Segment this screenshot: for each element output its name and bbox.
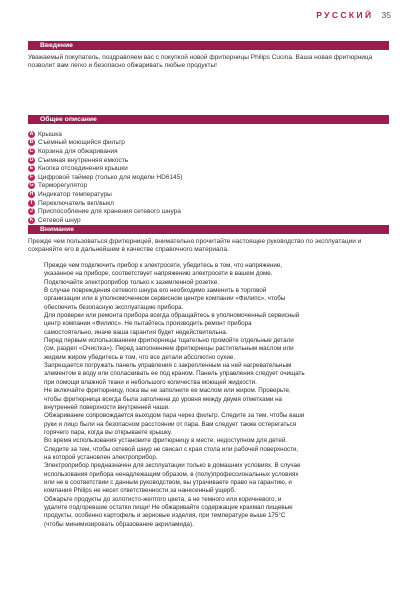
warning-line: Электроприбор предназначен для эксплуатации только в домашних условиях. В случае xyxy=(44,462,301,470)
warning-line: использования прибора ненадлежащим образом, в (полу)профессиональных условиях xyxy=(44,470,299,478)
intro-section-title: Введение xyxy=(40,42,73,49)
warning-line: при помощи влажной ткани и небольшого количества моющей жидкости. xyxy=(44,378,257,386)
parts-list-item xyxy=(28,139,389,148)
part-label: Цифровой таймер (только для модели HD6145) xyxy=(38,173,183,181)
warning-line: Прежде чем подключить прибор к электросети, убедитесь в том, что напряжение, xyxy=(44,262,283,269)
parts-list-item xyxy=(28,164,389,173)
part-label: Крышка xyxy=(38,130,62,138)
part-letter-badge: F xyxy=(29,173,34,180)
parts-list-item xyxy=(28,216,389,225)
warning-line: Следите за тем, чтобы сетевой шнур не свисал с края стола или рабочей поверхности, xyxy=(44,445,299,453)
warning-section-bar xyxy=(28,225,389,234)
part-letter-badge: A xyxy=(29,130,34,137)
part-letter-badge: J xyxy=(28,208,35,215)
warning-line: компания Philips не несет ответственности за нанесенный ущерб. xyxy=(44,487,236,495)
warning-line: В случае повреждения сетевого шнура его необходимо заменить в торговой xyxy=(44,287,267,295)
part-letter-badge: D xyxy=(29,156,34,163)
page-number: 35 xyxy=(381,10,391,20)
part-label: Приспособление для хранения сетевого шнура xyxy=(38,208,181,216)
warning-line: горячего пара, когда вы открываете крышку. xyxy=(44,428,173,436)
warning-line: Не включайте фритюрницу, пока вы не заполните ее маслом или жиром. Проверьте, xyxy=(44,387,291,395)
warning-line: организации или в уполномоченном сервисном центре компании «Филипс», чтобы xyxy=(44,295,286,303)
warning-line: внутренней поверхности внутренней чаши. xyxy=(44,403,170,411)
part-letter-badge: K xyxy=(29,216,34,223)
parts-list-item xyxy=(28,173,389,182)
warning-line: обеспечить безопасную эксплуатацию прибора. xyxy=(44,303,184,311)
warning-line: (см. раздел «Очистка»). Перед заполнением фритюрницы растительным маслом или xyxy=(44,345,294,353)
part-letter-badge: H xyxy=(29,190,34,197)
parts-list-item xyxy=(28,207,389,216)
part-letter-badge: B xyxy=(29,139,34,146)
warning-line: жидким жиром убедитесь в том, что все детали абсолютно сухие. xyxy=(44,353,236,361)
intro-text: Уважаемый покупатель, поздравляем вас с покупкой новой фритюрницы Philips Cucina. Ваша новая фритюрница позволит вам легко и безопасно обжаривать любые продукты! xyxy=(28,54,373,70)
parts-list-item xyxy=(28,156,389,165)
warning-line: Для проверки или ремонта прибора всегда обращайтесь в уполномоченный сервисный xyxy=(44,312,300,320)
part-letter-badge: I xyxy=(28,200,35,207)
part-label: Индикатор температуры xyxy=(38,190,112,198)
warning-line: или не в соответствии с данным руководством, вы утрачиваете право на гарантию, и xyxy=(44,478,292,486)
part-label: Съемный моющийся фильтр xyxy=(38,139,125,147)
warning-line: самостоятельно, иначе ваша гарантия будет недействительна. xyxy=(44,328,228,336)
parts-list-item xyxy=(28,130,389,139)
warning-line: Перед первым использованием фритюрницы тщательно промойте отдельные детали xyxy=(44,337,294,345)
warning-intro: Прежде чем пользоваться фритюрницей, внимательно прочитайте настоящее руководство по эксплуатации и сохраняйте его в дальнейшем в качестве справочного материала. xyxy=(28,238,362,254)
warning-line: Во время использования установите фритюрницу в месте, недоступном для детей. xyxy=(44,437,288,445)
part-label: Переключатель вкл/выкл xyxy=(38,199,114,207)
parts-list-item xyxy=(28,147,389,156)
parts-list xyxy=(28,130,389,225)
warning-line: руки и лицо были на безопасном расстоянии от пара. Вам следует также остерегаться xyxy=(44,420,297,428)
part-label: Терморегулятор xyxy=(38,182,88,190)
part-letter-badge: C xyxy=(29,147,34,154)
warning-line: Обжарьте продукты до золотисто-желтого цвета, а не темного или коричневого, и xyxy=(44,495,282,503)
warning-line: элементом в воду или споласкивать ее под краном. Панель управления следует очищать xyxy=(44,370,305,378)
intro-section-bar xyxy=(28,41,389,50)
language-label: РУССКИЙ xyxy=(316,10,374,20)
part-letter-badge: E xyxy=(29,165,34,172)
warning-line: Запрещается погружать панель управления с закрепленным на ней нагревательным xyxy=(44,362,292,370)
warning-line: указанное на приборе, соответствует напряжению электросети в вашем доме. xyxy=(44,270,273,278)
warning-section-title: Внимание xyxy=(40,226,74,233)
warning-line: Подключайте электроприбор только к заземленной розетке. xyxy=(44,278,220,286)
warning-line: (чтобы минимизировать образование акриламида). xyxy=(44,520,194,528)
part-label: Съемная внутренняя емкость xyxy=(38,156,129,164)
parts-list-item xyxy=(28,190,389,199)
parts-list-item xyxy=(28,199,389,208)
part-label: Корзина для обжаривания xyxy=(38,147,118,155)
part-label: Сетевой шнур xyxy=(38,216,81,224)
warning-line: Обжаривание сопровождается выходом пара через фильтр. Следите за тем, чтобы ваши xyxy=(44,412,305,420)
warning-line: центр компании «Филипс». Не пытайтесь производить ремонт прибора xyxy=(44,320,252,328)
header-block xyxy=(316,10,391,20)
overview-section-title: Общее описание xyxy=(40,116,97,123)
warning-line: на которой установлен электроприбор. xyxy=(44,453,158,461)
parts-list-item xyxy=(28,182,389,191)
warning-line: чтобы фритюрница всегда была заполнена до уровня между двумя отметками на xyxy=(44,395,283,403)
part-label: Кнопка отсоединения крышки xyxy=(38,165,128,173)
page-header xyxy=(0,0,419,30)
warning-line: продукты, особенно картофель и зерновые изделия, при температуре выше 175°C xyxy=(44,512,286,520)
part-letter-badge: G xyxy=(29,182,34,189)
warning-line: удалите подгоревшие остатки пищи! Не обжаривайте содержащие крахмал пищевые xyxy=(44,503,293,511)
warning-list xyxy=(44,262,389,529)
